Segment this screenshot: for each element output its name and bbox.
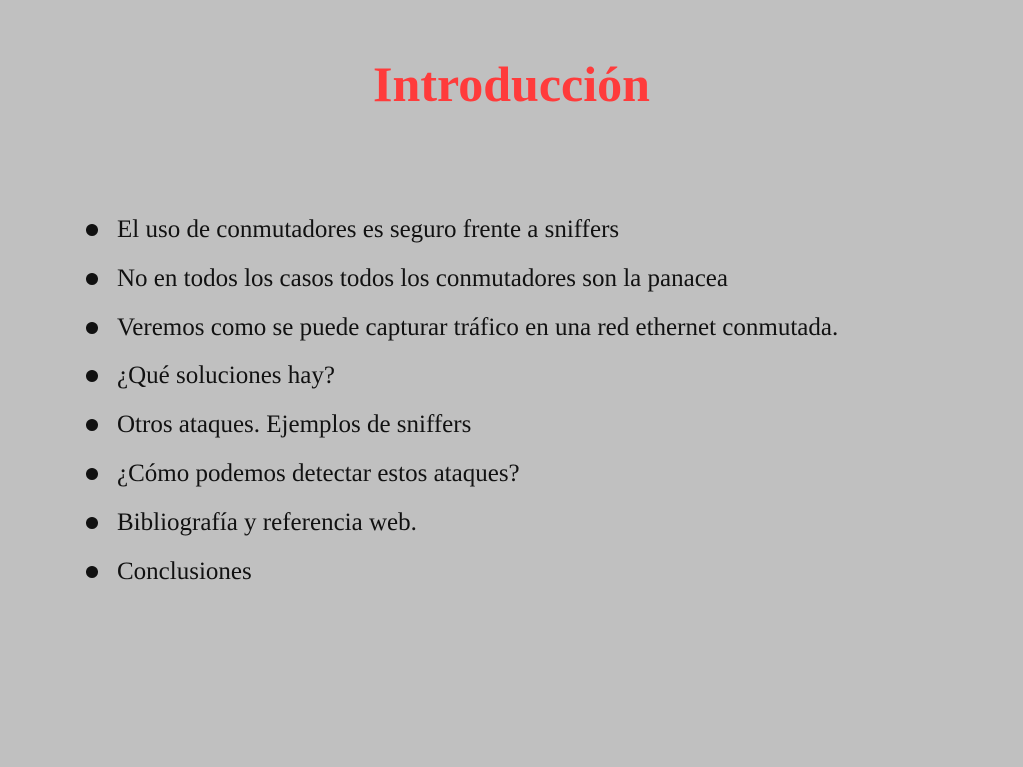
bullet-dot-icon <box>86 370 98 382</box>
bullet-item <box>84 401 838 450</box>
bullet-text: El uso de conmutadores es seguro frente a sniffers <box>117 216 620 243</box>
bullet-item <box>84 206 838 255</box>
bullet-item <box>84 450 838 499</box>
bullet-dot-icon <box>86 566 98 578</box>
bullet-item <box>84 548 838 597</box>
bullet-dot-icon <box>86 224 98 236</box>
bullet-item <box>84 255 838 304</box>
bullet-dot-icon <box>86 322 98 334</box>
bullet-text: ¿Cómo podemos detectar estos ataques? <box>117 459 520 487</box>
bullet-dot-icon <box>86 419 98 431</box>
bullet-dot-icon <box>86 468 98 480</box>
bullet-item <box>84 499 838 548</box>
bullet-text: No en todos los casos todos los conmutadores son la panacea <box>117 264 728 292</box>
bullet-item <box>84 352 838 401</box>
bullet-text: Conclusiones <box>117 557 252 585</box>
bullet-item <box>84 304 838 353</box>
bullet-list <box>84 206 838 596</box>
bullet-text: Bibliografía y referencia web. <box>117 508 417 536</box>
bullet-dot-icon <box>86 517 98 529</box>
bullet-text: ¿Qué soluciones hay? <box>117 362 335 390</box>
slide-title: Introducción <box>373 56 650 112</box>
bullet-text: Otros ataques. Ejemplos de sniffers <box>117 411 472 439</box>
bullet-dot-icon <box>86 273 98 285</box>
bullet-text: Veremos como se puede capturar tráfico en una red ethernet conmutada. <box>117 313 839 341</box>
